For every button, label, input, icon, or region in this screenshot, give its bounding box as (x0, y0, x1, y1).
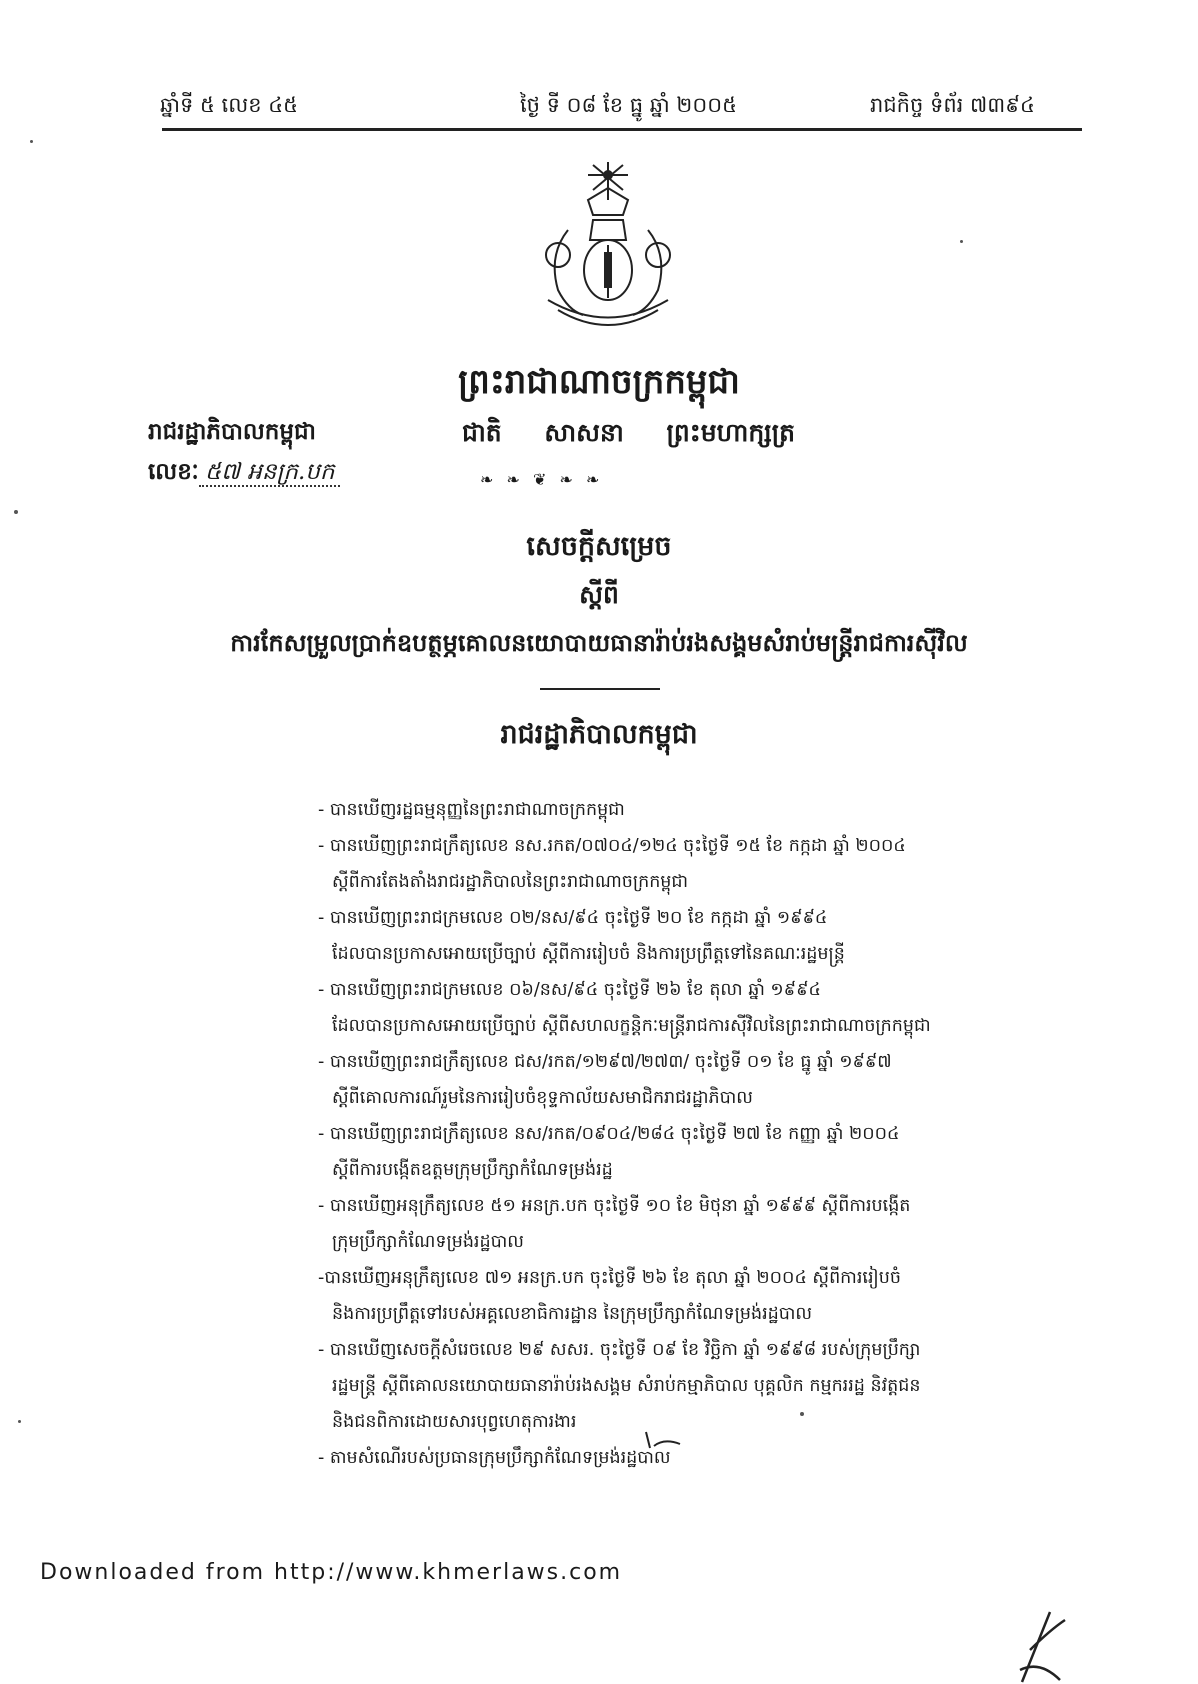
signature-mark-icon (1010, 1610, 1070, 1684)
consideration-line: - តាមសំណើរបស់ប្រធានក្រុមប្រឹក្សាកំណែទម្រង់រដ្ឋបាល (318, 1448, 671, 1468)
document-type: សេចក្តីសម្រេច (526, 531, 672, 562)
scan-speck (800, 1412, 804, 1416)
consideration-item (318, 1044, 1038, 1116)
issuer-heading: រាជរដ្ឋាភិបាលកម្ពុជា (500, 719, 698, 750)
document-number (148, 458, 340, 491)
consideration-item (318, 1116, 1038, 1188)
initials-mark-icon (644, 1430, 684, 1450)
consideration-line: - បានឃើញព្រះរាជក្រឹត្យលេខ ជស/រកត/១២៩៧/២៧៣/ ចុះថ្ងៃទី ០១ ខែ ធ្នូ ឆ្នាំ ១៩៩៧ (318, 1052, 892, 1072)
consideration-line: - បានឃើញព្រះរាជក្រឹត្យលេខ នស/រកត/០៩០៤/២៨៤ ចុះថ្ងៃទី ២៧ ខែ កញ្ញា ឆ្នាំ ២០០៤ (318, 1124, 900, 1144)
motto-king: ព្រះមហាក្សត្រ (666, 418, 796, 447)
gazette-page: រាជកិច្ច ទំព័រ ៧៣៩៤ (870, 93, 1035, 117)
consideration-continuation-line: ស្តីពីគោលការណ៍រួមនៃការរៀបចំខុទ្ទកាល័យសមាជិករាជរដ្ឋាភិបាល (332, 1088, 753, 1108)
motto-religion: សាសនា (544, 418, 624, 447)
header-rule (162, 128, 1082, 131)
consideration-continuation-line: ក្រុមប្រឹក្សាកំណែទម្រង់រដ្ឋបាល (332, 1232, 524, 1252)
scan-speck (14, 510, 18, 514)
consideration-line: - បានឃើញព្រះរាជក្រឹត្យលេខ នស.រកត/០៧០៤/១២៤ ចុះថ្ងៃទី ១៥ ខែ កក្កដា ឆ្នាំ ២០០៤ (318, 836, 906, 856)
consideration-continuation-line: និងជនពិការដោយសារបុព្វហេតុការងារ (332, 1412, 577, 1432)
scan-speck (960, 240, 963, 243)
decorative-ornament: ❧ ❧ ❦ ❧ ❧ (480, 470, 604, 489)
consideration-line: - បានឃើញរដ្ឋធម្មនុញ្ញនៃព្រះរាជាណាចក្រកម្ពុជា (318, 800, 625, 820)
consideration-item (318, 972, 1038, 1044)
consideration-line: -បានឃើញអនុក្រឹត្យលេខ ៧១ អនក្រ.បក ចុះថ្ងៃទី ២៦ ខែ តុលា ឆ្នាំ ២០០៤ ស្តីពីការរៀបចំ (318, 1268, 901, 1288)
gazette-year-issue: ឆ្នាំទី ៥ លេខ ៤៥ (160, 93, 298, 117)
consideration-item (318, 900, 1038, 972)
scan-speck (30, 140, 33, 143)
consideration-continuation-line: ដែលបានប្រកាសអោយប្រើច្បាប់ ស្តីពីសហលក្ខន្តិកៈមន្ត្រីរាជការស៊ីវិលនៃព្រះរាជាណាចក្រកម្ពុជា (332, 1016, 931, 1036)
consideration-line: - បានឃើញព្រះរាជក្រមលេខ ០២/នស/៩៤ ចុះថ្ងៃទី ២០ ខែ កក្កដា ឆ្នាំ ១៩៩៤ (318, 908, 828, 928)
considerations-list (318, 792, 1038, 1476)
motto-nation: ជាតិ (462, 418, 502, 447)
consideration-item (318, 828, 1038, 900)
kingdom-title: ព្រះរាជាណាចក្រកម្ពុជា (458, 362, 740, 402)
scan-speck (18, 1420, 21, 1423)
consideration-continuation-line: ដែលបានប្រកាសអោយប្រើច្បាប់ ស្តីពីការរៀបចំ និងការប្រព្រឹត្តទៅនៃគណៈរដ្ឋមន្ត្រី (332, 944, 845, 964)
download-source-footer: Downloaded from http://www.khmerlaws.com (40, 1560, 623, 1585)
consideration-item (318, 1188, 1038, 1260)
consideration-item (318, 1260, 1038, 1332)
consideration-continuation-line: ស្តីពីការបង្កើតឧត្តមក្រុមប្រឹក្សាកំណែទម្រង់រដ្ឋ (332, 1160, 613, 1180)
document-number-label: លេខៈ (148, 459, 199, 485)
consideration-line: - បានឃើញព្រះរាជក្រមលេខ ០៦/នស/៩៤ ចុះថ្ងៃទី ២៦ ខែ តុលា ឆ្នាំ ១៩៩៤ (318, 980, 821, 1000)
consideration-line: - បានឃើញអនុក្រឹត្យលេខ ៥១ អនក្រ.បក ចុះថ្ងៃទី ១០ ខែ មិថុនា ឆ្នាំ ១៩៩៩ ស្តីពីការបង្កើត (318, 1196, 911, 1216)
consideration-item (318, 1332, 1038, 1440)
national-motto (462, 418, 829, 454)
consideration-continuation-line: រដ្ឋមន្ត្រី ស្តីពីគោលនយោបាយធានារ៉ាប់រងសង្គម សំរាប់កម្មាភិបាល បុគ្គលិក កម្មកររដ្ឋ និវត្តជន (332, 1376, 921, 1396)
document-about: ស្តីពី (579, 580, 619, 609)
consideration-line: - បានឃើញសេចក្តីសំរេចលេខ ២៩ សសរ. ចុះថ្ងៃទី ០៩ ខែ វិច្ឆិកា ឆ្នាំ ១៩៩៨ របស់ក្រុមប្រឹក្សា (318, 1340, 921, 1360)
consideration-continuation-line: ស្តីពីការតែងតាំងរាជរដ្ឋាភិបាលនៃព្រះរាជាណាចក្រកម្ពុជា (332, 872, 689, 892)
consideration-continuation-line: និងការប្រព្រឹត្តទៅរបស់អគ្គលេខាធិការដ្ឋាន នៃក្រុមប្រឹក្សាកំណែទម្រង់រដ្ឋបាល (332, 1304, 813, 1324)
issuing-office: រាជរដ្ឋាភិបាលកម្ពុជា (148, 419, 316, 445)
document-number-value: ៥៧ អនក្រ.បក (199, 459, 341, 487)
consideration-item (318, 792, 1038, 828)
gazette-date: ថ្ងៃ ទី ០៨ ខែ ធ្នូ ឆ្នាំ ២០០៥ (520, 93, 737, 117)
document-subject: ការកែសម្រួលប្រាក់ឧបត្ថម្ភគោលនយោបាយធានារ៉ាប់រងសង្គមសំរាប់មន្ត្រីរាជការស៊ីវិល (230, 629, 968, 657)
royal-coat-of-arms-icon (528, 160, 688, 340)
title-divider (540, 688, 660, 690)
